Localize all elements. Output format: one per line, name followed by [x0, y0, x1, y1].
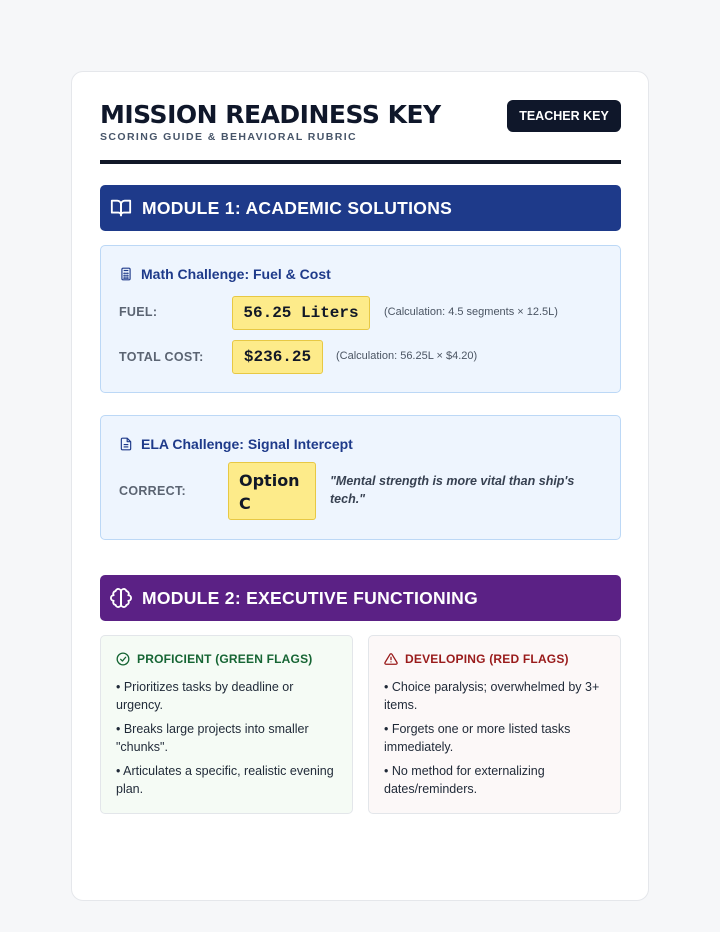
total-cost-calculation: (Calculation: 56.25L × $4.20): [336, 350, 478, 362]
check-circle-icon: [116, 652, 130, 666]
proficient-list: [116, 678, 338, 804]
brain-icon: [110, 587, 132, 609]
math-challenge-title: Math Challenge: Fuel & Cost: [141, 266, 331, 282]
teacher-key-badge: TEACHER KEY: [507, 100, 621, 132]
correct-answer-line-1: Option: [239, 471, 300, 490]
math-challenge-panel: [100, 245, 621, 393]
correct-answer-line-2: C: [239, 494, 251, 513]
book-open-icon: [110, 197, 132, 219]
fuel-answer: 56.25 Liters: [232, 296, 370, 330]
developing-heading: [384, 652, 569, 666]
developing-list: [384, 678, 606, 804]
list-item: • Prioritizes tasks by deadline or urgency.: [116, 680, 294, 712]
correct-answer: [228, 462, 316, 520]
total-cost-label: TOTAL COST:: [119, 350, 204, 364]
proficient-heading: [116, 652, 312, 666]
document-icon: [119, 437, 133, 451]
total-cost-answer: $236.25: [232, 340, 323, 374]
list-item: • Articulates a specific, realistic evening plan.: [116, 764, 334, 796]
module-1-title: MODULE 1: ACADEMIC SOLUTIONS: [142, 197, 453, 218]
signal-quote: "Mental strength is more vital than ship's tech.": [330, 474, 575, 506]
list-item: • Forgets one or more listed tasks immediately.: [384, 722, 571, 754]
list-item: • Breaks large projects into smaller "chunks".: [116, 722, 309, 754]
ela-challenge-panel: [100, 415, 621, 540]
module-1-banner: [100, 185, 621, 231]
developing-title: DEVELOPING (RED FLAGS): [405, 652, 569, 666]
ela-challenge-title: ELA Challenge: Signal Intercept: [141, 436, 353, 452]
list-item: • No method for externalizing dates/reminders.: [384, 764, 545, 796]
developing-flags-box: [368, 635, 621, 814]
warning-triangle-icon: [384, 652, 398, 666]
answer-key-card: [71, 71, 649, 901]
page-title: MISSION READINESS KEY: [100, 100, 441, 129]
fuel-calculation: (Calculation: 4.5 segments × 12.5L): [384, 306, 558, 318]
ela-challenge-heading: [119, 436, 353, 452]
proficient-title: PROFICIENT (GREEN FLAGS): [137, 652, 313, 666]
list-item: • Choice paralysis; overwhelmed by 3+ items.: [384, 680, 600, 712]
module-2-title: MODULE 2: EXECUTIVE FUNCTIONING: [142, 587, 478, 608]
page-header: [100, 100, 621, 164]
calculator-icon: [119, 267, 133, 281]
fuel-label: FUEL:: [119, 305, 158, 319]
proficient-flags-box: [100, 635, 353, 814]
correct-label: CORRECT:: [119, 484, 186, 498]
math-challenge-heading: [119, 266, 331, 282]
page-subtitle: SCORING GUIDE & BEHAVIORAL RUBRIC: [100, 131, 357, 143]
module-2-banner: [100, 575, 621, 621]
